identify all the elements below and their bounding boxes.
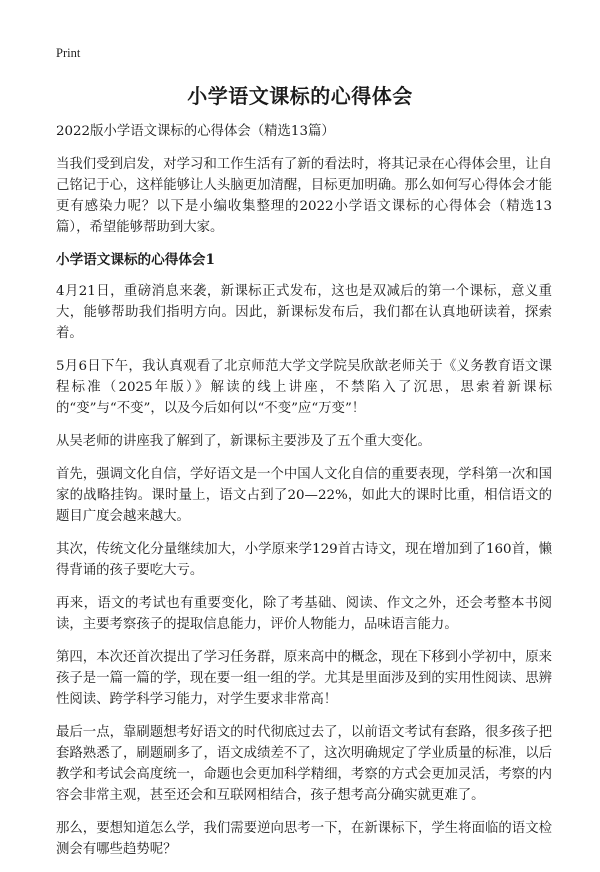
paragraph: 最后一点，靠刷题想考好语文的时代彻底过去了，以前语文考试有套路，很多孩子把套路熟悉了，刷题刷多了，语文成绩差不了，这次明确规定了学业质量的标准，以后教学和考试会高度统一，命题也会更加科学精细，考察的方式会更加灵活，考察的内容会非常主观，甚至还会和互联网相结合，孩子想考高分确实就更难了。	[56, 725, 552, 803]
paragraph: 从吴老师的讲座我了解到了，新课标主要涉及了五个重大变化。	[56, 434, 431, 449]
paragraph: 其次，传统文化分量继续加大，小学原来学129首古诗文，现在增加到了160首，懒得背诵的孩子要吃大亏。	[56, 542, 552, 578]
article-body	[56, 121, 552, 872]
section-heading: 小学语文课标的心得体会1	[56, 252, 215, 268]
paragraph: 首先，强调文化自信，学好语文是一个中国人文化自信的重要表现，学科第一次和国家的战略挂钩。课时量上，语文占到了20—22%，如此大的课时比重，相信语文的题目广度会越来越大。	[56, 467, 552, 524]
paragraph: 4月21日，重磅消息来袭，新课标正式发布，这也是双减后的第一个课标，意义重大，能够帮助我们指明方向。因此，新课标发布后，我们都在认真地研读着，探索着。	[56, 284, 552, 341]
paragraph: 第四，本次还首次提出了学习任务群，原来高中的概念，现在下移到小学初中，原来孩子是一篇一篇的学，现在要一组一组的学。尤其是里面涉及到的实用性阅读、思辨性阅读、跨学科学习能力，对学生要求非常高！	[56, 650, 552, 707]
paragraph: 5月6日下午，我认真观看了北京师范大学文学院吴欣歆老师关于《义务教育语文课程标准（2025年版）》解读的线上讲座，不禁陷入了沉思，思索着新课标的“变”与“不变”，以及今后如何以“不变”应“万变”！	[56, 359, 552, 416]
intro-paragraph: 当我们受到启发，对学习和工作生活有了新的看法时，将其记录在心得体会里，让自己铭记于心，这样能够让人头脑更加清醒，目标更加明确。那么如何写心得体会才能更有感染力呢？以下是小编收集整理的2022小学语文课标的心得体会（精选13篇），希望能够帮助到大家。	[56, 157, 552, 235]
page-title: 小学语文课标的心得体会	[187, 84, 413, 108]
paragraph: 那么，要想知道怎么学，我们需要逆向思考一下，在新课标下，学生将面临的语文检测会有哪些趋势呢？	[56, 821, 552, 857]
article-subtitle: 2022版小学语文课标的心得体会（精选13篇）	[56, 124, 335, 139]
paragraph: 再来，语文的考试也有重要变化，除了考基础、阅读、作文之外，还会考整本书阅读，主要考察孩子的提取信息能力，评价人物能力，品味语言能力。	[56, 596, 552, 632]
print-link[interactable]: Print	[56, 46, 81, 60]
